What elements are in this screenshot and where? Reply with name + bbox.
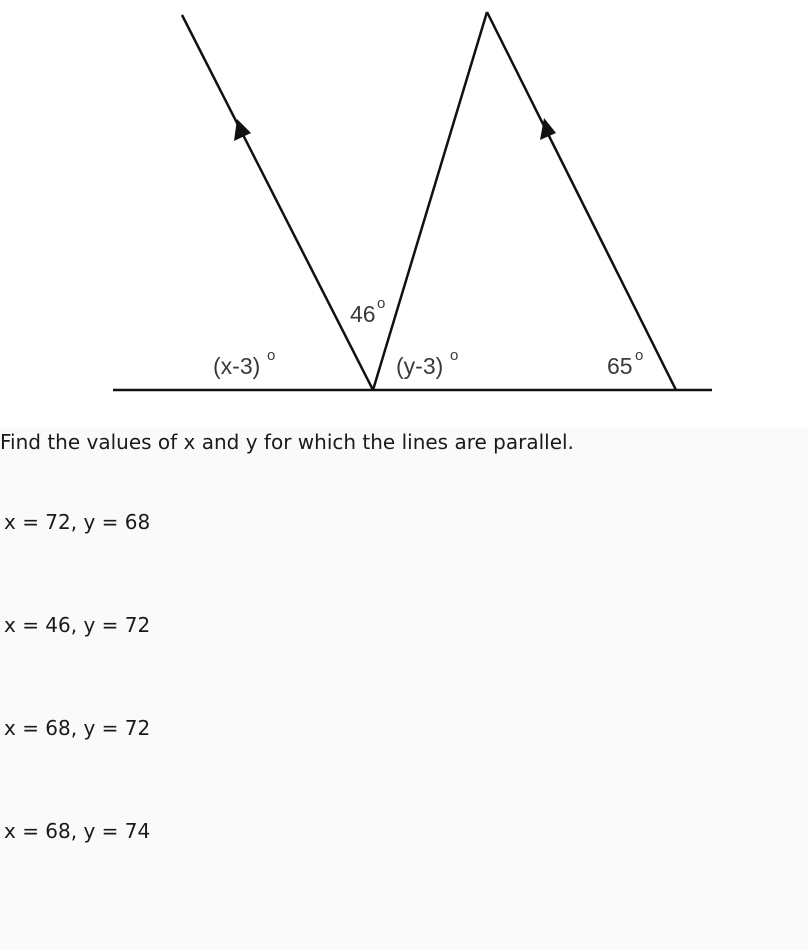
middle-angle-label: (y-3) xyxy=(396,353,444,379)
answer-option-1[interactable]: x = 72, y = 68 xyxy=(4,510,151,534)
answer-option-4[interactable]: x = 68, y = 74 xyxy=(4,819,151,843)
right-parallel-segment xyxy=(487,12,676,390)
top-angle-degree: o xyxy=(377,295,386,312)
question-text: Find the values of x and y for which the lines are parallel. xyxy=(0,430,574,454)
middle-angle-degree: o xyxy=(450,347,459,364)
right-angle-degree: o xyxy=(635,347,644,364)
left-arrowhead xyxy=(234,119,251,141)
answer-option-2[interactable]: x = 46, y = 72 xyxy=(4,613,151,637)
transversal-segment xyxy=(373,12,487,390)
left-angle-degree: o xyxy=(267,347,276,364)
right-angle-label: 65 xyxy=(607,353,633,379)
answer-option-3[interactable]: x = 68, y = 72 xyxy=(4,716,151,740)
geometry-figure xyxy=(0,0,808,428)
figure-svg xyxy=(0,0,808,428)
answer-options xyxy=(0,508,808,920)
left-angle-label: (x-3) xyxy=(213,353,261,379)
top-angle-label: 46 xyxy=(350,301,376,327)
left-parallel-ray xyxy=(182,15,373,390)
